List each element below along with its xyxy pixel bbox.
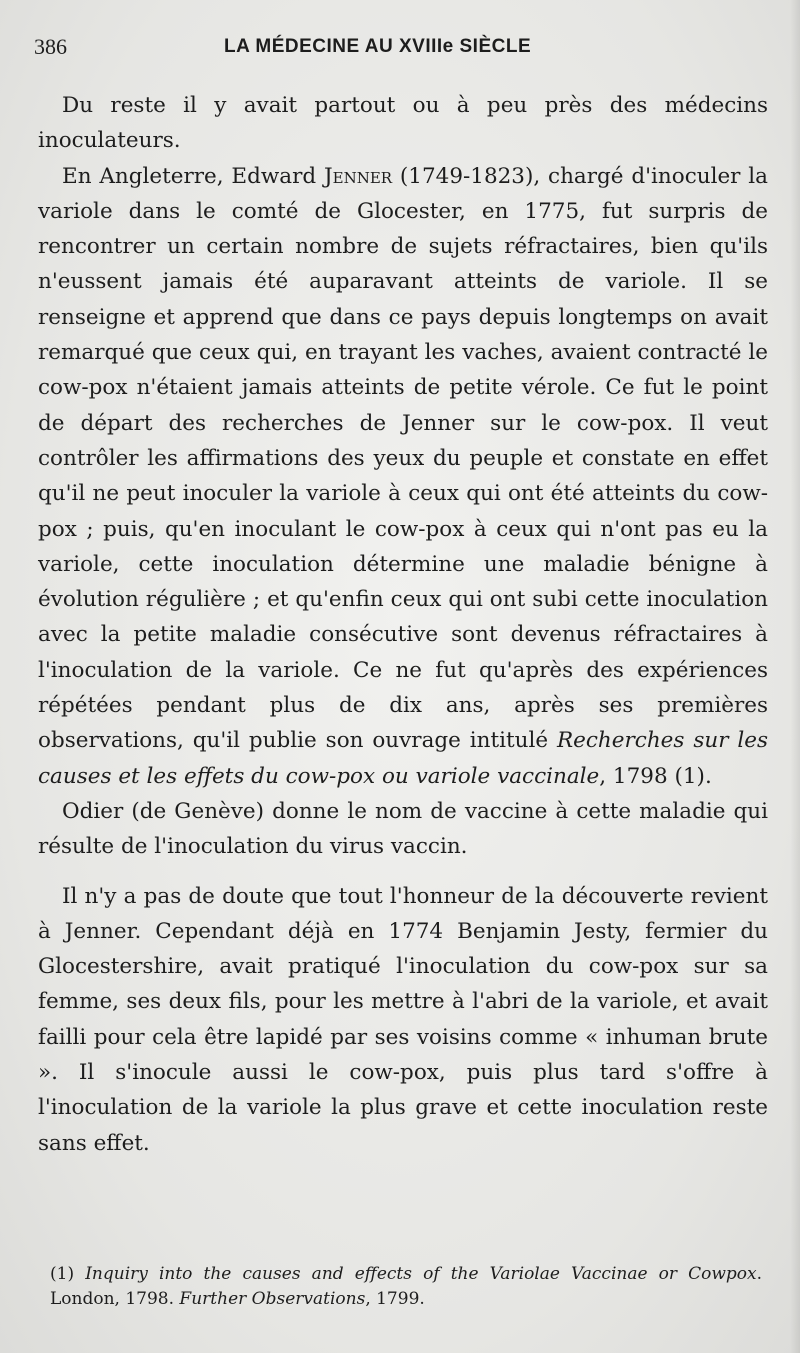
page-number: 386 — [34, 34, 67, 59]
footnote-further-title: Further Observations — [179, 1289, 366, 1309]
running-title: LA MÉDECINE AU XVIIIe SIÈCLE — [224, 36, 532, 57]
footnote-end: , 1799. — [365, 1289, 425, 1309]
paragraph-2-end: , 1798 (1). — [599, 763, 712, 789]
footnote-title: Inquiry into the causes and effects of the Variolae Vaccinae or Cowpox — [85, 1264, 757, 1284]
paragraph-4: Il n'y a pas de doute que tout l'honneur de la découverte revient à Jenner. Cependant déjà en 1774 Benjamin Jesty, fermier du Glocestershire, avait pratiqué l'inoculation du cow-pox sur sa femme, ses deux fils, pour les mettre à l'abri de la variole, et avait failli pour cela être lapidé par ses voisins comme « inhuman brute ». Il s'inocule aussi le cow-pox, puis plus tard s'offre à l'inoculation de la variole la plus grave et cette inoculation reste sans effet. — [38, 883, 768, 1156]
footnote — [50, 1262, 762, 1312]
paragraph-2-lead: En Angleterre, Edward — [62, 163, 324, 189]
paragraph-2-body: (1749-1823), chargé d'inoculer la variole dans le comté de Glocester, en 1775, fut surpris de rencontrer un certain nombre de sujets réfractaires, bien qu'ils n'eussent jamais été auparavant atteints de variole. Il se renseigne et apprend que dans ce pays depuis longtemps on avait remarqué que ceux qui, en trayant les vaches, avaient contracté le cow-pox n'étaient jamais atteints de petite vérole. Ce fut le point de départ des recherches de Jenner sur le cow-pox. Il veut contrôler les affirmations des yeux du peuple et constate en effet qu'il ne peut inoculer la variole à ceux qui ont été atteints du cow-pox ; puis, qu'en inoculant le cow-pox à ceux qui n'ont pas eu la variole, cette inoculation détermine une maladie bénigne à évolution régulière ; et qu'enfin ceux qui ont subi cette inoculation avec la petite maladie consécutive sont devenus réfractaires à l'inoculation de la variole. Ce ne fut qu'après des expériences répétées pendant plus de dix ans, après ses premières observations, qu'il publie son ouvrage intitulé — [38, 163, 768, 754]
author-name: Jenner — [324, 163, 393, 189]
paragraph-1: Du reste il y avait partout ou à peu près des médecins inoculateurs. — [38, 93, 768, 154]
paragraph-2 — [38, 159, 768, 794]
body-text — [38, 88, 768, 1161]
footnote-place-date: . London, 1798. — [50, 1264, 762, 1309]
footnote-marker: (1) — [50, 1264, 75, 1284]
work-title: Recherches sur les causes et les effets du cow-pox ou variole vaccinale — [38, 728, 768, 789]
paragraph-3: Odier (de Genève) donne le nom de vaccine à cette maladie qui résulte de l'inoculation du virus vaccin. — [38, 798, 768, 860]
page-header — [34, 34, 760, 64]
